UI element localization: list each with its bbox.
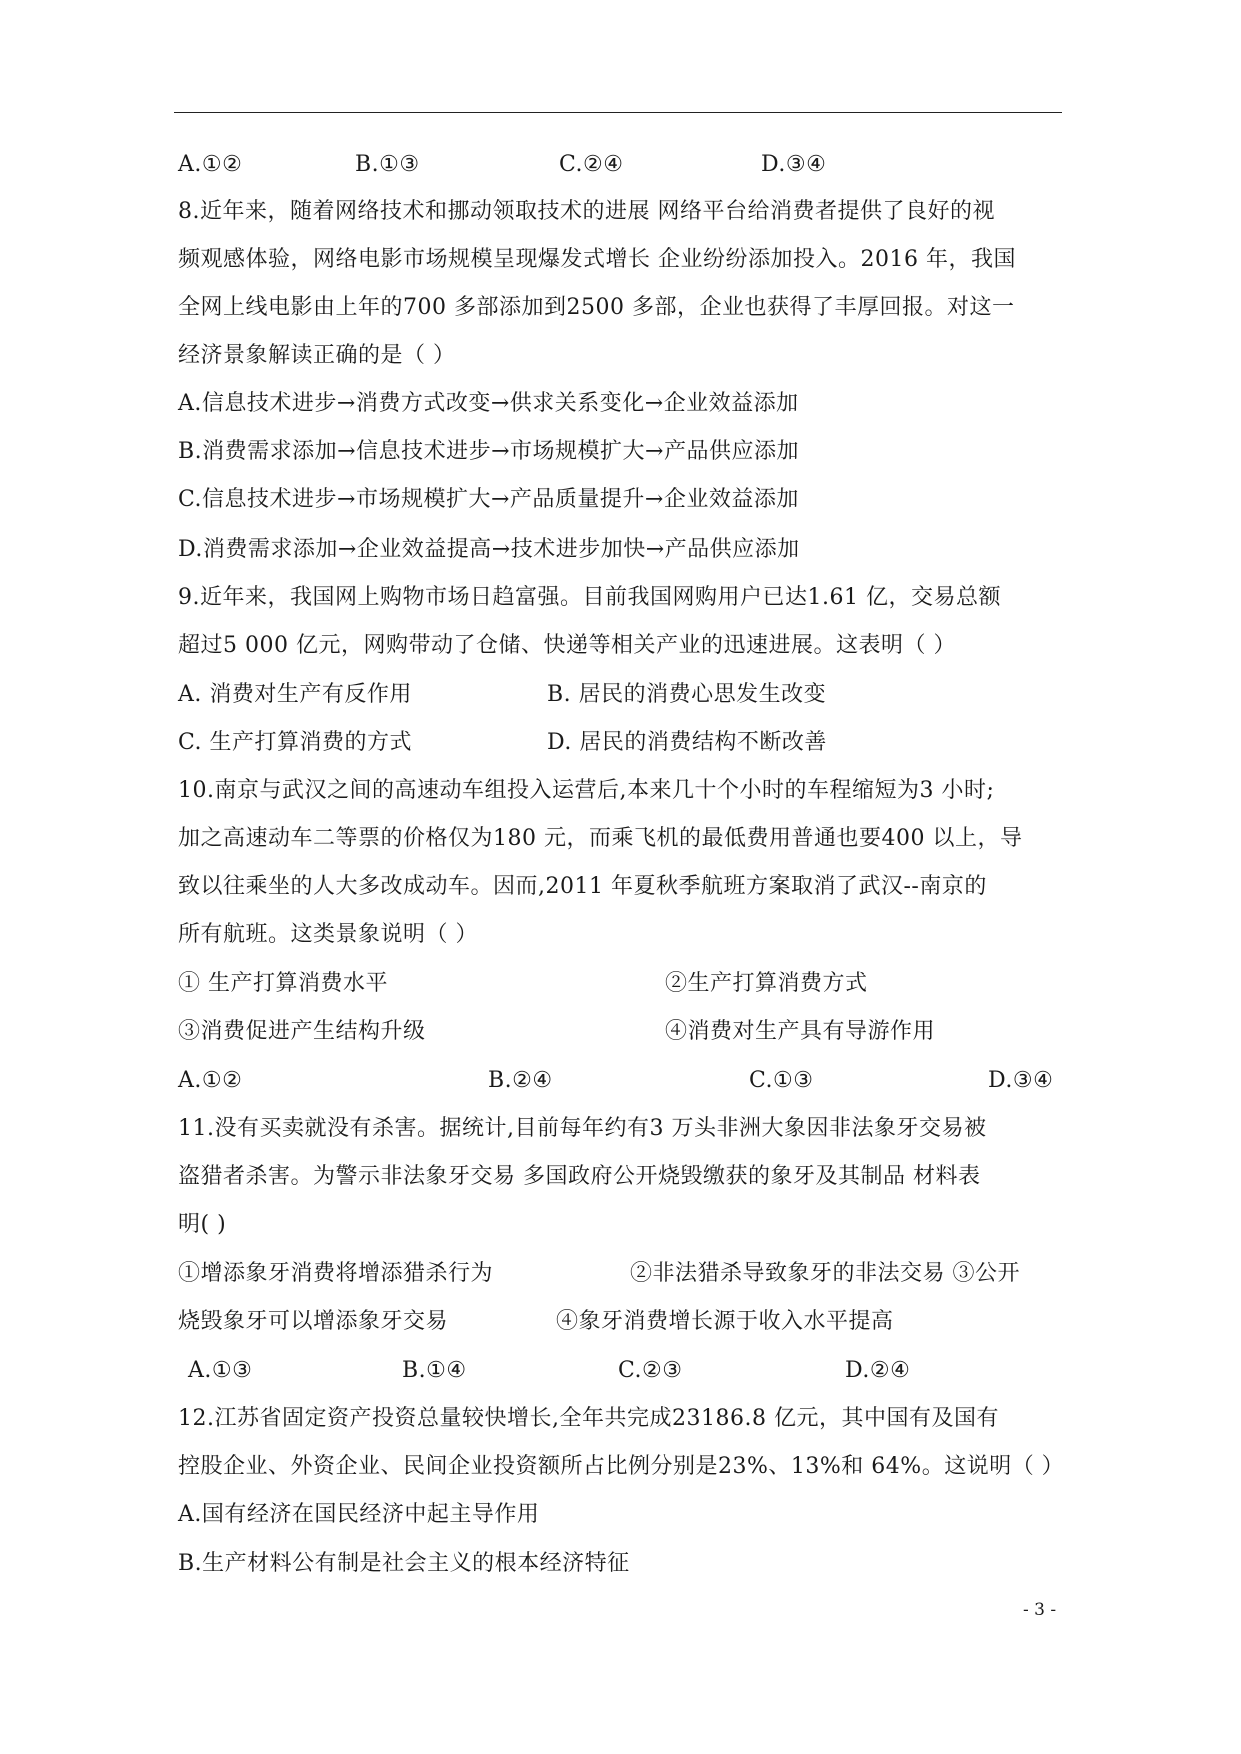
- q11-stem-line: 盗猎者杀害。为警示非法象牙交易 多国政府公开烧毁缴获的象牙及其制品 材料表: [178, 1164, 981, 1189]
- q10-option-c: C.①③: [749, 1068, 814, 1093]
- q10-stem-line: 10.南京与武汉之间的高速动车组投入运营后,本来几十个小时的车程缩短为3 小时;: [178, 778, 995, 803]
- q9-option-a: A. 消费对生产有反作用: [178, 682, 412, 707]
- q7-option-d: D.③④: [761, 152, 827, 177]
- q8-option-b: B.消费需求添加→信息技术进步→市场规模扩大→产品供应添加: [178, 439, 799, 464]
- q11-item-3-cont: 烧毁象牙可以增添象牙交易: [178, 1309, 449, 1334]
- q11-item-4: ④象牙消费增长源于收入水平提高: [556, 1309, 894, 1334]
- q11-option-a: A.①③: [188, 1358, 253, 1383]
- q7-option-a: A.①②: [178, 152, 243, 177]
- q12-option-a: A.国有经济在国民经济中起主导作用: [178, 1502, 540, 1527]
- q8-option-c: C.信息技术进步→市场规模扩大→产品质量提升→企业效益添加: [178, 487, 799, 512]
- q11-option-c: C.②③: [618, 1358, 683, 1383]
- q8-stem-line: 经济景象解读正确的是（ ）: [178, 343, 456, 368]
- q11-item-1: ①增添象牙消费将增添猎杀行为: [178, 1261, 494, 1286]
- q12-stem-line: 12.江苏省固定资产投资总量较快增长,全年共完成23186.8 亿元，其中国有及国有: [178, 1406, 999, 1431]
- q9-stem-line: 9.近年来，我国网上购物市场日趋富强。目前我国网购用户已达1.61 亿，交易总额: [178, 585, 1001, 610]
- q8-stem-line: 频观感体验，网络电影市场规模呈现爆发式增长 企业纷纷添加投入。2016 年，我国: [178, 247, 1016, 272]
- q12-option-b: B.生产材料公有制是社会主义的根本经济特征: [178, 1551, 630, 1576]
- q10-option-b: B.②④: [488, 1068, 553, 1093]
- q9-stem-line: 超过5 000 亿元，网购带动了仓储、快递等相关产业的迅速进展。这表明（ ）: [178, 633, 956, 658]
- q10-item-4: ④消费对生产具有导游作用: [665, 1019, 936, 1044]
- q11-stem-line: 明( ): [178, 1212, 227, 1237]
- q11-option-d: D.②④: [845, 1358, 911, 1383]
- q10-option-a: A.①②: [178, 1068, 243, 1093]
- header-rule: [174, 112, 1062, 113]
- q11-option-b: B.①④: [402, 1358, 467, 1383]
- q10-item-1: ① 生产打算消费水平: [178, 971, 388, 996]
- page-number: - 3 -: [1023, 1600, 1057, 1620]
- q10-stem-line: 加之高速动车二等票的价格仅为180 元，而乘飞机的最低费用普通也要400 以上，导: [178, 826, 1023, 851]
- q7-option-c: C.②④: [559, 152, 624, 177]
- q10-item-3: ③消费促进产生结构升级: [178, 1019, 426, 1044]
- q10-stem-line: 所有航班。这类景象说明（ ）: [178, 922, 478, 947]
- q7-option-b: B.①③: [355, 152, 420, 177]
- q8-stem-line: 8.近年来，随着网络技术和挪动领取技术的进展 网络平台给消费者提供了良好的视: [178, 199, 995, 224]
- q9-option-b: B. 居民的消费心思发生改变: [547, 682, 827, 707]
- q9-option-d: D. 居民的消费结构不断改善: [547, 730, 827, 755]
- q10-stem-line: 致以往乘坐的人大多改成动车。因而,2011 年夏秋季航班方案取消了武汉--南京的: [178, 874, 987, 899]
- q10-item-2: ②生产打算消费方式: [665, 971, 868, 996]
- q11-item-2-3: ②非法猎杀导致象牙的非法交易 ③公开: [630, 1261, 1020, 1286]
- q8-option-a: A.信息技术进步→消费方式改变→供求关系变化→企业效益添加: [178, 391, 799, 416]
- q9-option-c: C. 生产打算消费的方式: [178, 730, 413, 755]
- q11-stem-line: 11.没有买卖就没有杀害。据统计,目前每年约有3 万头非洲大象因非法象牙交易被: [178, 1116, 987, 1141]
- q10-option-d: D.③④: [988, 1068, 1054, 1093]
- q8-option-d: D.消费需求添加→企业效益提高→技术进步加快→产品供应添加: [178, 537, 800, 562]
- q12-stem-line: 控股企业、外资企业、民间企业投资额所占比例分别是23%、13%和 64%。这说明（ ）: [178, 1454, 1065, 1479]
- q8-stem-line: 全网上线电影由上年的700 多部添加到2500 多部，企业也获得了丰厚回报。对这一: [178, 295, 1015, 320]
